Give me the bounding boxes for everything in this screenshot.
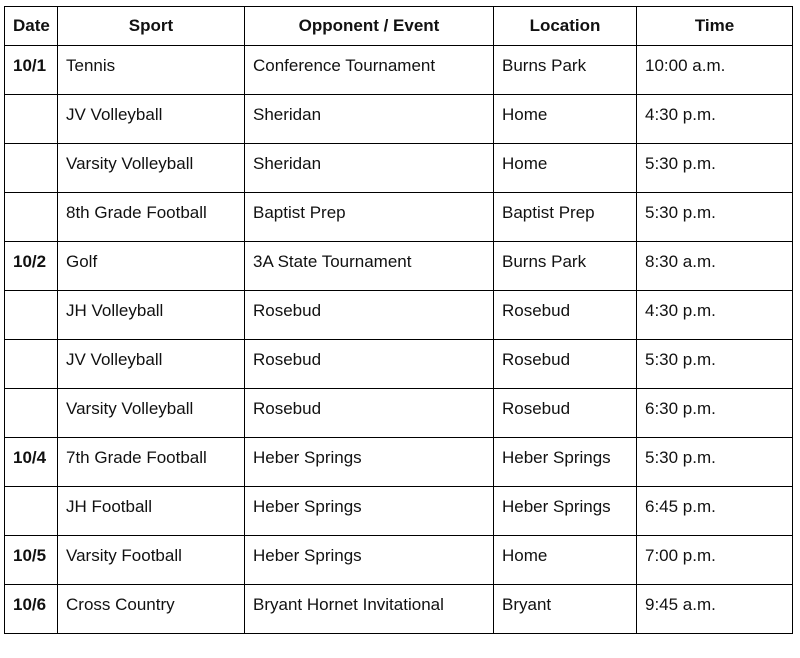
cell-sport: JH Volleyball: [58, 291, 245, 340]
cell-time: 4:30 p.m.: [637, 95, 793, 144]
cell-time: 6:45 p.m.: [637, 487, 793, 536]
cell-time: 5:30 p.m.: [637, 340, 793, 389]
header-sport: Sport: [58, 7, 245, 46]
cell-location: Bryant: [494, 585, 637, 634]
table-row: [5, 193, 793, 242]
cell-date: [5, 95, 58, 144]
cell-location: Heber Springs: [494, 487, 637, 536]
cell-opponent: Baptist Prep: [245, 193, 494, 242]
table-row: [5, 291, 793, 340]
table-row: [5, 389, 793, 438]
cell-opponent: Rosebud: [245, 389, 494, 438]
cell-sport: JH Football: [58, 487, 245, 536]
cell-time: 5:30 p.m.: [637, 193, 793, 242]
cell-date: 10/6: [5, 585, 58, 634]
cell-time: 6:30 p.m.: [637, 389, 793, 438]
cell-sport: 8th Grade Football: [58, 193, 245, 242]
table-row: [5, 585, 793, 634]
cell-sport: JV Volleyball: [58, 340, 245, 389]
cell-opponent: 3A State Tournament: [245, 242, 494, 291]
table-row: [5, 340, 793, 389]
cell-date: 10/1: [5, 46, 58, 95]
cell-time: 8:30 a.m.: [637, 242, 793, 291]
table-row: [5, 242, 793, 291]
header-row: [5, 7, 793, 46]
cell-opponent: Rosebud: [245, 291, 494, 340]
cell-date: 10/5: [5, 536, 58, 585]
table-row: [5, 536, 793, 585]
cell-sport: 7th Grade Football: [58, 438, 245, 487]
cell-time: 5:30 p.m.: [637, 144, 793, 193]
cell-opponent: Sheridan: [245, 95, 494, 144]
cell-location: Burns Park: [494, 46, 637, 95]
cell-time: 10:00 a.m.: [637, 46, 793, 95]
header-location: Location: [494, 7, 637, 46]
cell-opponent: Heber Springs: [245, 536, 494, 585]
cell-sport: Varsity Football: [58, 536, 245, 585]
cell-date: 10/2: [5, 242, 58, 291]
cell-time: 9:45 a.m.: [637, 585, 793, 634]
table-row: [5, 144, 793, 193]
cell-opponent: Heber Springs: [245, 438, 494, 487]
cell-sport: Varsity Volleyball: [58, 389, 245, 438]
cell-location: Heber Springs: [494, 438, 637, 487]
cell-time: 7:00 p.m.: [637, 536, 793, 585]
cell-date: [5, 389, 58, 438]
cell-location: Baptist Prep: [494, 193, 637, 242]
cell-location: Home: [494, 536, 637, 585]
cell-sport: JV Volleyball: [58, 95, 245, 144]
cell-date: [5, 340, 58, 389]
cell-date: [5, 144, 58, 193]
table-row: [5, 46, 793, 95]
header-date: Date: [5, 7, 58, 46]
table-row: [5, 487, 793, 536]
cell-opponent: Rosebud: [245, 340, 494, 389]
cell-sport: Golf: [58, 242, 245, 291]
schedule-table: [4, 6, 793, 634]
cell-date: [5, 193, 58, 242]
cell-opponent: Conference Tournament: [245, 46, 494, 95]
table-header: [5, 7, 793, 46]
cell-date: [5, 291, 58, 340]
cell-date: 10/4: [5, 438, 58, 487]
header-time: Time: [637, 7, 793, 46]
header-opponent: Opponent / Event: [245, 7, 494, 46]
cell-opponent: Sheridan: [245, 144, 494, 193]
cell-date: [5, 487, 58, 536]
cell-sport: Tennis: [58, 46, 245, 95]
cell-time: 5:30 p.m.: [637, 438, 793, 487]
cell-location: Home: [494, 95, 637, 144]
cell-location: Rosebud: [494, 291, 637, 340]
cell-location: Home: [494, 144, 637, 193]
cell-location: Burns Park: [494, 242, 637, 291]
cell-opponent: Bryant Hornet Invitational: [245, 585, 494, 634]
table-row: [5, 95, 793, 144]
cell-sport: Cross Country: [58, 585, 245, 634]
cell-opponent: Heber Springs: [245, 487, 494, 536]
table-row: [5, 438, 793, 487]
cell-location: Rosebud: [494, 340, 637, 389]
cell-location: Rosebud: [494, 389, 637, 438]
table-body: [5, 46, 793, 634]
cell-time: 4:30 p.m.: [637, 291, 793, 340]
cell-sport: Varsity Volleyball: [58, 144, 245, 193]
